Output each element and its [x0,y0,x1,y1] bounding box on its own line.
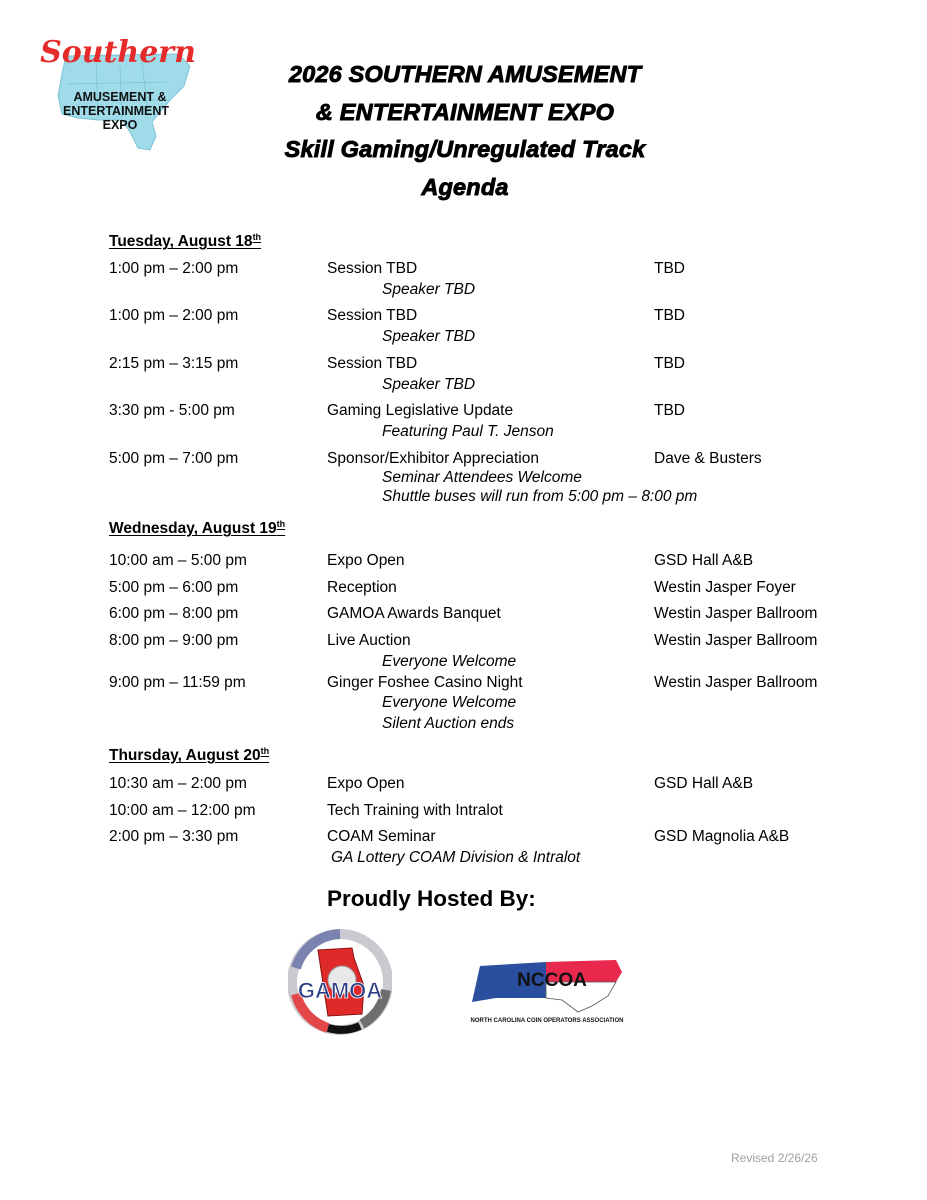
day-label: Wednesday, August 19 [109,520,277,537]
time: 10:00 am – 5:00 pm [109,552,247,569]
gamoa-logo [288,928,392,1036]
location: Westin Jasper Ballroom [654,632,818,649]
location: TBD [654,355,685,372]
day-label: Tuesday, August 18 [109,233,253,250]
logo-line-1: AMUSEMENT & [73,90,167,104]
agenda-row [0,632,927,652]
event: Session TBD [327,307,418,324]
southern-expo-logo [38,26,198,156]
agenda-row [0,775,927,795]
agenda-row [0,307,927,327]
time: 5:00 pm – 6:00 pm [109,579,239,596]
day-suffix: th [260,746,270,756]
nccoa-name: NCCOA [517,970,587,991]
note: GA Lottery COAM Division & Intralot [331,849,581,866]
location: GSD Hall A&B [654,552,754,569]
agenda-row [0,450,927,470]
southeast-us-map-icon [38,26,198,156]
agenda-row [0,402,927,422]
event: Session TBD [327,355,418,372]
time: 8:00 pm – 9:00 pm [109,632,239,649]
location: Westin Jasper Ballroom [654,605,818,622]
nccoa-subtitle: NORTH CAROLINA COIN OPERATORS ASSOCIATION [470,1018,624,1024]
title-line-4: Agenda [421,173,509,200]
day-suffix: th [252,232,262,242]
note: Seminar Attendees Welcome [382,469,582,486]
note: Speaker TBD [382,328,476,345]
agenda-row [0,579,927,599]
agenda-row [0,260,927,280]
agenda-row [0,828,927,848]
event: Tech Training with Intralot [327,802,503,819]
gamoa-name: GAMOA [297,978,383,1003]
title-line-1: 2026 SOUTHERN AMUSEMENT [288,61,642,87]
revised-date: Revised 2/26/26 [731,1151,818,1165]
note: Speaker TBD [382,281,476,298]
title-line-2: & ENTERTAINMENT EXPO [315,98,615,125]
location: GSD Magnolia A&B [654,828,790,845]
location: Westin Jasper Ballroom [654,674,818,691]
title-line-3: Skill Gaming/Unregulated Track [284,136,646,162]
location: TBD [654,402,685,419]
time: 2:00 pm – 3:30 pm [109,828,239,845]
north-carolina-map-icon [466,952,628,1027]
note: Everyone Welcome [382,694,517,711]
logo-script-word: Southern [40,35,196,70]
location: Dave & Busters [654,450,762,467]
location: Westin Jasper Foyer [654,579,796,596]
time: 10:00 am – 12:00 pm [109,802,256,819]
location: TBD [654,307,685,324]
time: 2:15 pm – 3:15 pm [109,355,239,372]
nccoa-logo [466,952,628,1027]
agenda-row [0,605,927,625]
time: 1:00 pm – 2:00 pm [109,307,239,324]
location: GSD Hall A&B [654,775,754,792]
hosted-by-heading: Proudly Hosted By: [327,886,536,911]
day-header-tuesday [109,232,261,251]
event: Reception [327,579,397,596]
day-suffix: th [276,519,286,529]
event: Expo Open [327,775,405,792]
event: Expo Open [327,552,405,569]
note: Everyone Welcome [382,653,517,670]
note: Featuring Paul T. Jenson [382,423,554,440]
time: 6:00 pm – 8:00 pm [109,605,239,622]
gamoa-emblem-icon [288,928,392,1036]
event: GAMOA Awards Banquet [327,605,501,622]
event: Session TBD [327,260,418,277]
time: 9:00 pm – 11:59 pm [109,674,246,691]
location: TBD [654,260,685,277]
event: Live Auction [327,632,411,649]
note: Speaker TBD [382,376,476,393]
event: Ginger Foshee Casino Night [327,674,523,691]
time: 5:00 pm – 7:00 pm [109,450,239,467]
agenda-row [0,802,927,822]
time: 1:00 pm – 2:00 pm [109,260,239,277]
day-header-thursday [109,746,269,765]
document-title [200,56,730,206]
logo-line-2: ENTERTAINMENT [62,104,170,118]
agenda-row [0,674,927,694]
event: Gaming Legislative Update [327,402,514,419]
event: Sponsor/Exhibitor Appreciation [327,450,539,467]
note: Shuttle buses will run from 5:00 pm – 8:00 pm [382,488,698,505]
agenda-row [0,355,927,375]
event: COAM Seminar [327,828,436,845]
logo-line-3: EXPO [102,118,138,132]
note: Silent Auction ends [382,715,515,732]
time: 3:30 pm - 5:00 pm [109,402,235,419]
agenda-row [0,552,927,572]
day-header-wednesday [109,519,285,538]
time: 10:30 am – 2:00 pm [109,775,247,792]
day-label: Thursday, August 20 [109,747,261,764]
